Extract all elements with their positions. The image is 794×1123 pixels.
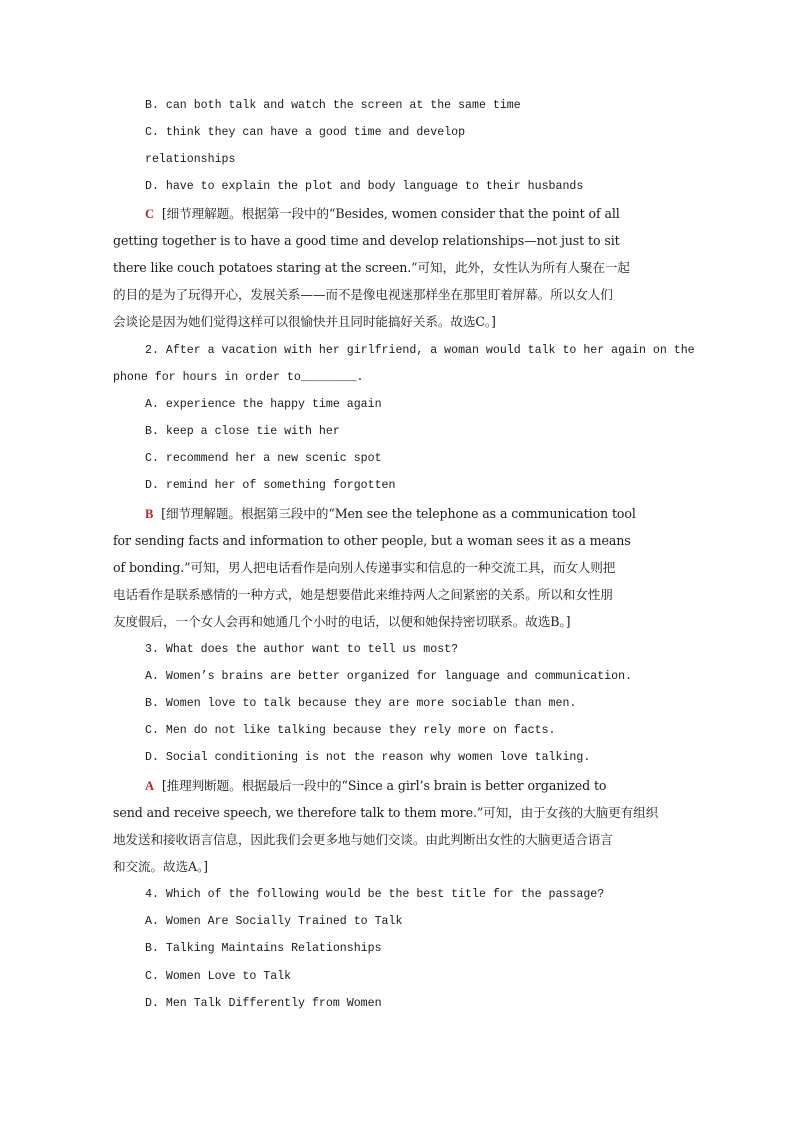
q1-explanation-line: getting together is to have a good time and develop relationships—not just to sit <box>113 233 620 248</box>
q1-explanation-line: C [细节理解题。根据第一段中的“Besides, women consider that the point of all <box>145 206 620 221</box>
q2-explanation-line: of bonding.”可知，男人把电话看作是向别人传递事实和信息的一种交流工具，而女人则把 <box>113 560 616 575</box>
q2-option-a: A. experience the happy time again <box>145 398 382 411</box>
q2-explanation-line: B [细节理解题。根据第三段中的“Men see the telephone as a communication tool <box>145 506 636 521</box>
q3-option-c: C. Men do not like talking because they rely more on facts. <box>145 724 556 737</box>
q1-option-d: D. have to explain the plot and body language to their husbands <box>145 180 584 193</box>
q2-explanation-line: 电话看作是联系感情的一种方式，她是想要借此来维持两人之间紧密的关系。所以和女性朋 <box>113 587 613 602</box>
q1-explanation-line: 的目的是为了玩得开心，发展关系——而不是像电视迷那样坐在那里盯着屏幕。所以女人们 <box>113 287 613 302</box>
q3-explanation-line: A [推理判断题。根据最后一段中的“Since a girl’s brain is better organized to <box>145 778 607 793</box>
q4-option-a: A. Women Are Socially Trained to Talk <box>145 915 403 928</box>
q2-stem: 2. After a vacation with her girlfriend, a woman would talk to her again on the <box>145 344 695 357</box>
q1-option-c-cont: relationships <box>145 153 236 166</box>
q3-option-a: A. Women’s brains are better organized for language and communication. <box>145 670 633 683</box>
q2-option-c: C. recommend her a new scenic spot <box>145 452 382 465</box>
q1-option-b: B. can both talk and watch the screen at the same time <box>145 99 521 112</box>
q1-explanation-line: 会谈论是因为她们觉得这样可以很愉快并且同时能搞好关系。故选C。] <box>113 314 496 329</box>
q4-option-c: C. Women Love to Talk <box>145 970 292 983</box>
q3-stem: 3. What does the author want to tell us most? <box>145 643 459 656</box>
q3-answer: A <box>145 779 154 793</box>
q1-option-c: C. think they can have a good time and develop <box>145 126 466 139</box>
q2-explanation-line: 友度假后，一个女人会再和她通几个小时的电话，以便和她保持密切联系。故选B。] <box>113 614 571 629</box>
q1-answer: C <box>145 207 154 221</box>
q4-stem: 4. Which of the following would be the best title for the passage? <box>145 888 605 901</box>
q3-option-b: B. Women love to talk because they are more sociable than men. <box>145 697 577 710</box>
q4-option-d: D. Men Talk Differently from Women <box>145 997 382 1010</box>
q2-stem-cont: phone for hours in order to________. <box>113 371 364 384</box>
q3-explanation-line: 和交流。故选A。] <box>113 859 208 874</box>
q2-explanation-line: for sending facts and information to other people, but a woman sees it as a means <box>113 533 631 548</box>
q2-answer: B <box>145 507 154 521</box>
q3-explanation-line: 地发送和接收语言信息，因此我们会更多地与她们交谈。由此判断出女性的大脑更适合语言 <box>113 832 613 847</box>
q2-option-d: D. remind her of something forgotten <box>145 479 396 492</box>
q2-option-b: B. keep a close tie with her <box>145 425 340 438</box>
q4-option-b: B. Talking Maintains Relationships <box>145 942 382 955</box>
q1-explanation-line: there like couch potatoes staring at the screen.”可知，此外，女性认为所有人聚在一起 <box>113 260 630 275</box>
q3-option-d: D. Social conditioning is not the reason why women love talking. <box>145 751 591 764</box>
q3-explanation-line: send and receive speech, we therefore talk to them more.”可知，由于女孩的大脑更有组织 <box>113 805 659 820</box>
